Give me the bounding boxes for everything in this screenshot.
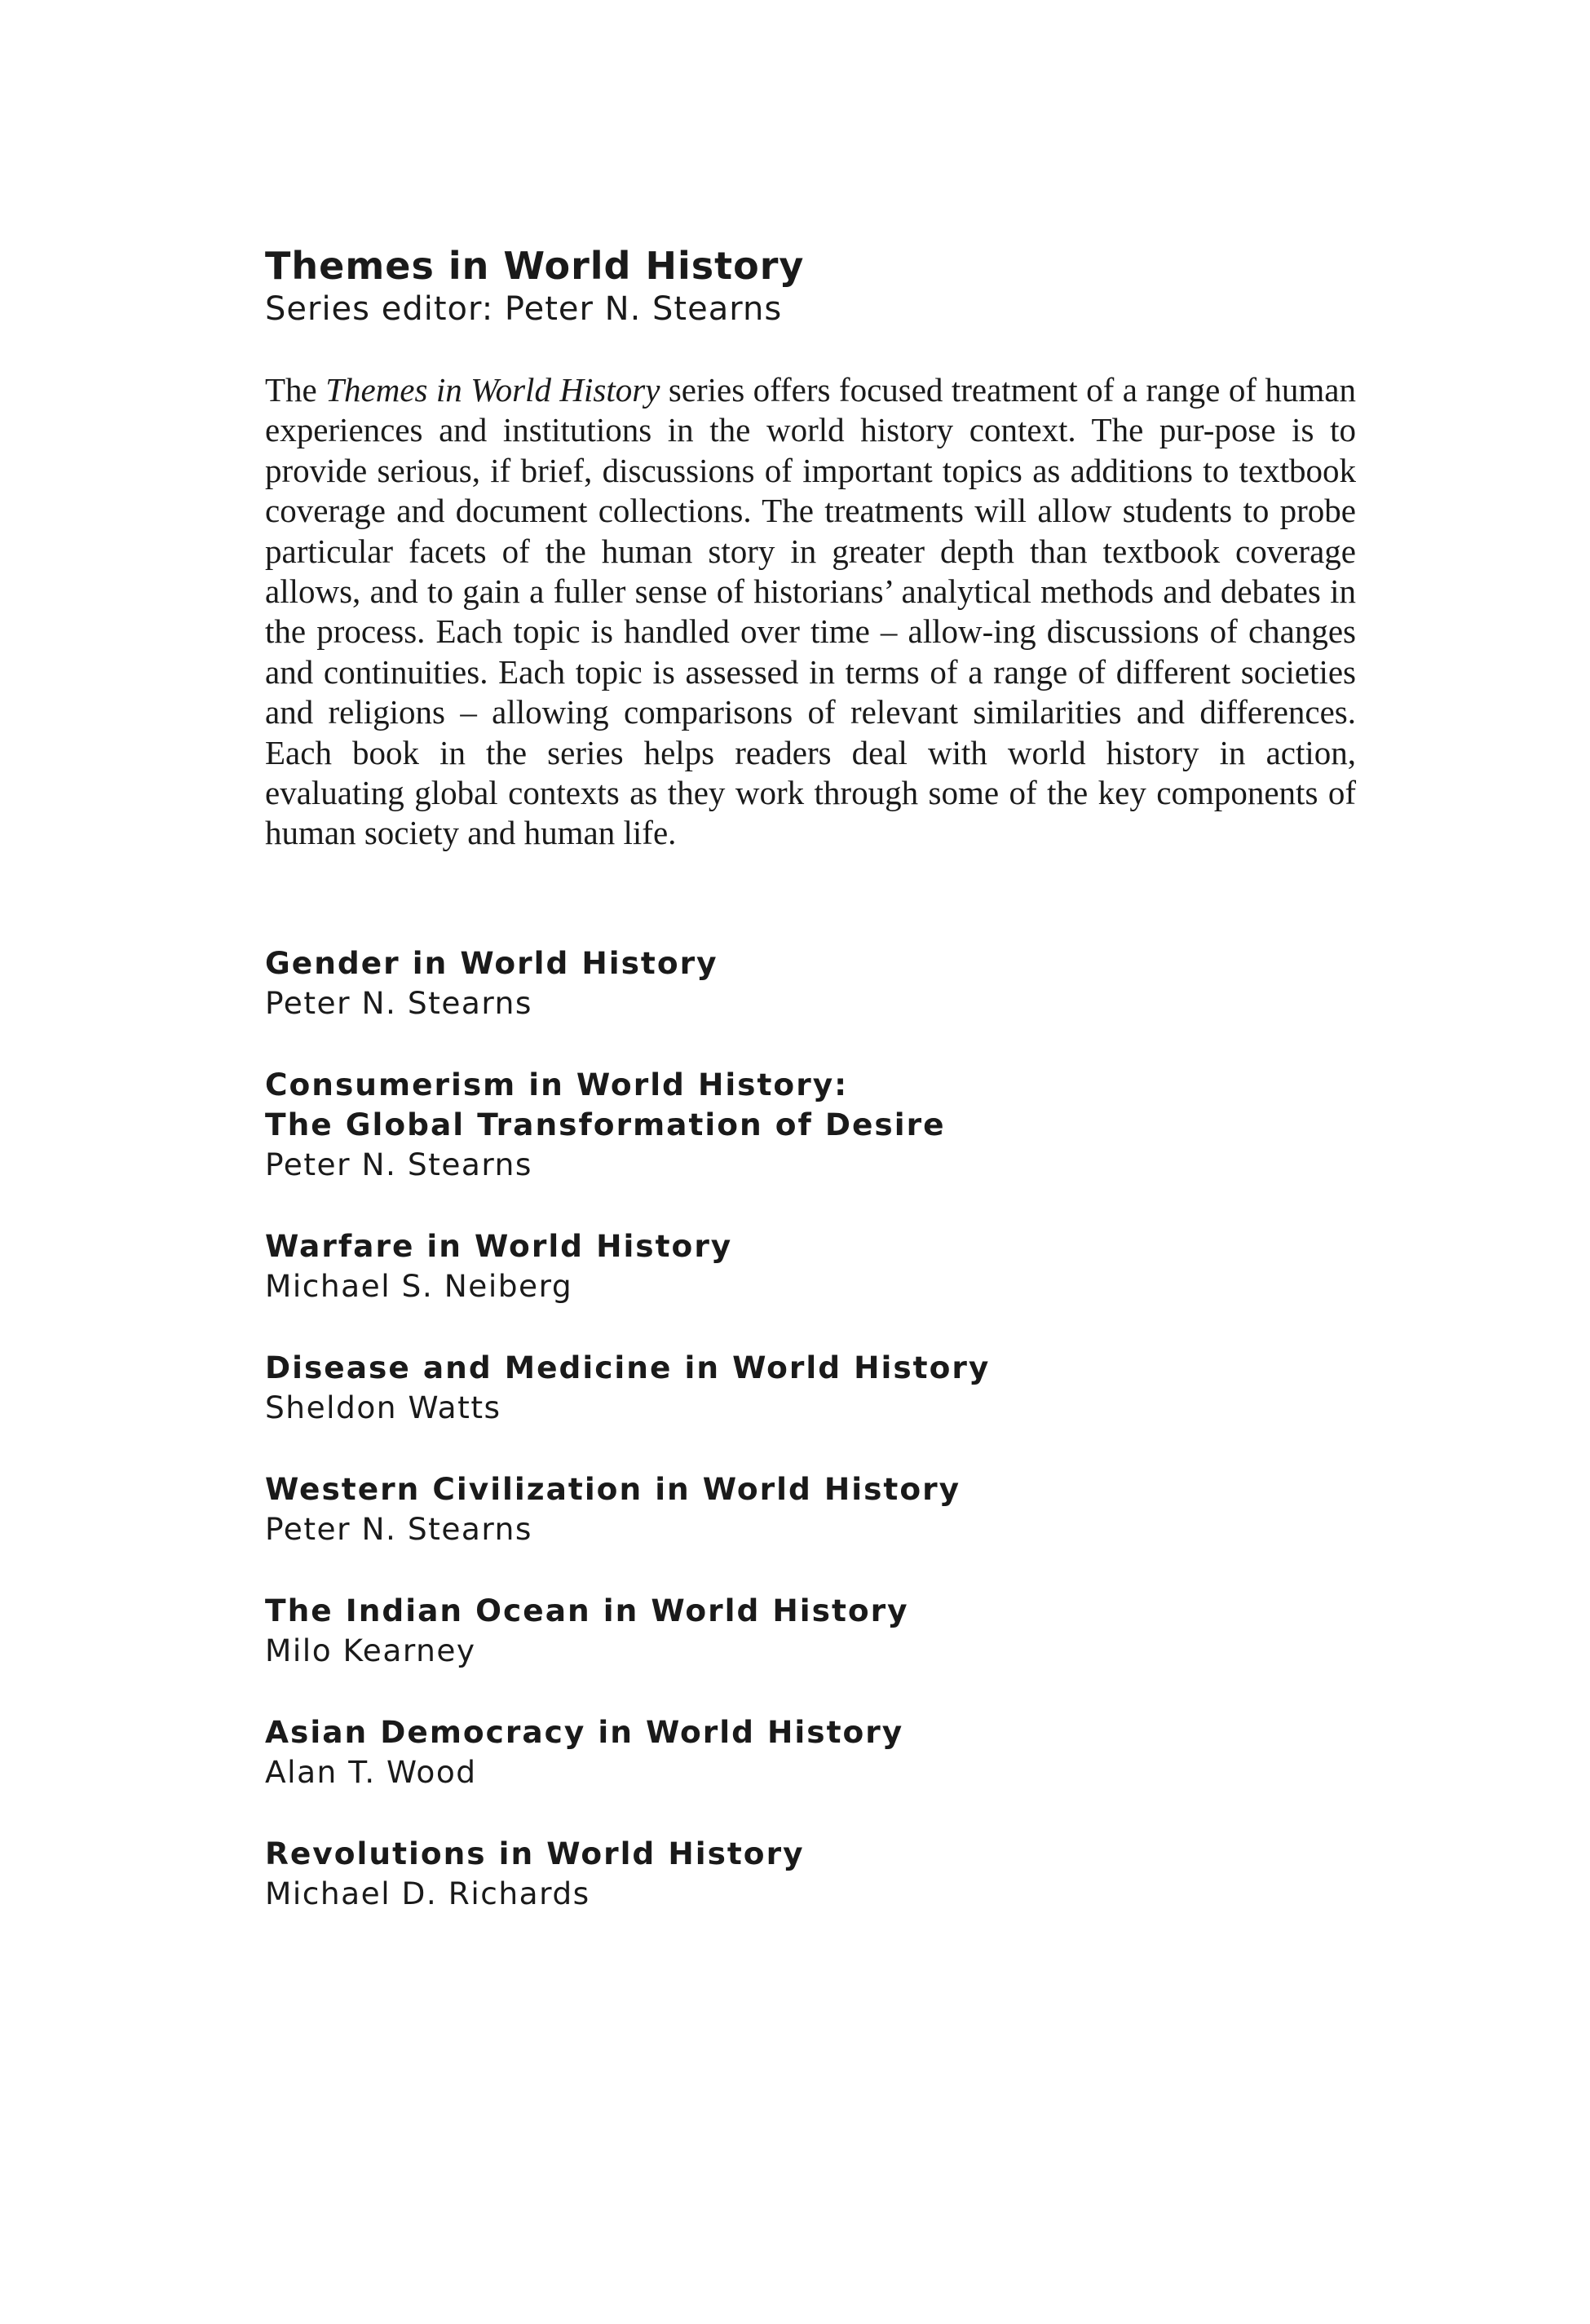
book-item bbox=[265, 1469, 1358, 1549]
book-title: Revolutions in World History bbox=[265, 1835, 805, 1871]
book-list bbox=[265, 943, 1358, 1914]
book-item bbox=[265, 1834, 1358, 1914]
book-author: Peter N. Stearns bbox=[265, 1146, 532, 1182]
book-title: Western Civilization in World History bbox=[265, 1470, 961, 1507]
book-item bbox=[265, 1065, 1358, 1185]
book-item bbox=[265, 1226, 1358, 1306]
series-page bbox=[265, 243, 1358, 1955]
book-author: Michael S. Neiberg bbox=[265, 1267, 573, 1304]
book-item bbox=[265, 1712, 1358, 1792]
book-item bbox=[265, 943, 1358, 1023]
series-editor: Series editor: Peter N. Stearns bbox=[265, 290, 783, 328]
book-author: Milo Kearney bbox=[265, 1632, 476, 1668]
description-intro: The bbox=[265, 371, 326, 409]
book-title: Consumerism in World History: bbox=[265, 1066, 849, 1102]
book-title: Disease and Medicine in World History bbox=[265, 1349, 991, 1385]
book-title: Gender in World History bbox=[265, 944, 718, 981]
description-body: series offers focused treatment of a range of human experiences and institutions in the world history context. The pur-pose is to provide serious, if brief, discussions of important topics as additions to textbook coverage and document collections. The treatments will allow students to probe particular facets of the human story in greater depth than textbook coverage allows, and to gain a fuller sense of historians’ analytical methods and debates in the process. Each topic is handled over time – allow-ing discussions of changes and continuities. Each topic is assessed in terms of a range of different societies and religions – allowing comparisons of relevant similarities and differences. Each book in the series helps readers deal with world history in action, evaluating global contexts as they work through some of the key components of human society and human life. bbox=[265, 371, 1356, 852]
book-item bbox=[265, 1591, 1358, 1671]
book-author: Michael D. Richards bbox=[265, 1875, 590, 1911]
book-title: Warfare in World History bbox=[265, 1227, 733, 1264]
book-item bbox=[265, 1348, 1358, 1428]
book-author: Alan T. Wood bbox=[265, 1753, 477, 1790]
series-description bbox=[265, 370, 1356, 854]
book-subtitle: The Global Transformation of Desire bbox=[265, 1106, 946, 1142]
book-author: Peter N. Stearns bbox=[265, 984, 532, 1021]
book-author: Peter N. Stearns bbox=[265, 1510, 532, 1547]
description-italic-title: Themes in World History bbox=[325, 371, 660, 409]
book-title: The Indian Ocean in World History bbox=[265, 1592, 909, 1628]
book-author: Sheldon Watts bbox=[265, 1389, 501, 1425]
book-title: Asian Democracy in World History bbox=[265, 1713, 904, 1750]
series-title: Themes in World History bbox=[265, 244, 805, 288]
